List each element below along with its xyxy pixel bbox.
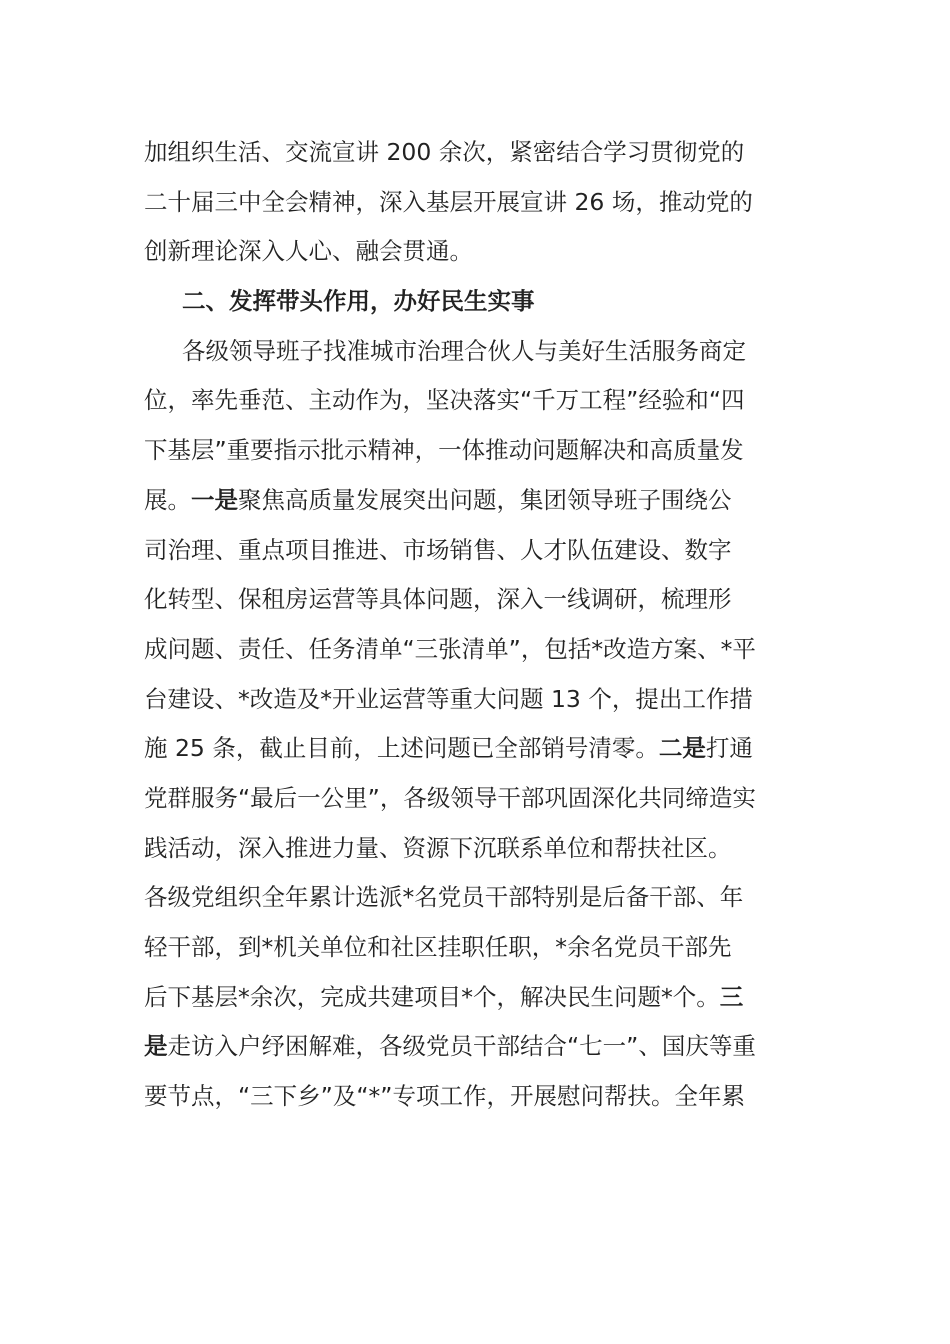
bold-marker: 二是: [658, 734, 706, 763]
heading-text: 二、发挥带头作用，办好民生实事: [182, 287, 535, 316]
text-run: 聚焦高质量发展突出问题，集团领导班子围绕公: [238, 485, 732, 514]
body-line: [144, 774, 806, 824]
section-heading: [144, 277, 806, 327]
body-line: [144, 1022, 806, 1072]
body-line: [144, 973, 806, 1023]
body-line: [144, 327, 806, 377]
text-run: 后下基层*余次，完成共建项目*个，解决民生问题*个。: [144, 982, 720, 1011]
body-line: [144, 625, 806, 675]
body-line: [144, 128, 806, 178]
bold-marker: 一是: [191, 485, 238, 514]
text-run: 成问题、责任、任务清单“三张清单”，包括*改造方案、*平: [144, 634, 756, 663]
body-line: [144, 178, 806, 228]
body-line: [144, 824, 806, 874]
body-line: [144, 675, 806, 725]
body-line: [144, 526, 806, 576]
bold-marker: 是: [144, 1032, 168, 1061]
body-line: [144, 575, 806, 625]
body-line: [144, 873, 806, 923]
text-run: 创新理论深入人心、融会贯通。: [144, 237, 473, 266]
text-run: 各级领导班子找准城市治理合伙人与美好生活服务商定: [182, 336, 746, 365]
text-run: 展。: [144, 485, 191, 514]
text-run: 二十届三中全会精神，深入基层开展宣讲 26 场，推动党的: [144, 187, 753, 216]
text-run: 践活动，深入推进力量、资源下沉联系单位和帮扶社区。: [144, 833, 732, 862]
body-line: [144, 426, 806, 476]
body-line: [144, 376, 806, 426]
text-run: 走访入户纾困解难，各级党员干部结合“七一”、国庆等重: [167, 1032, 756, 1061]
text-run: 党群服务“最后一公里”，各级领导干部巩固深化共同缔造实: [144, 783, 756, 812]
document-body: [144, 128, 806, 1122]
text-run: 施 25 条，截止目前，上述问题已全部销号清零。: [144, 734, 659, 763]
text-run: 加组织生活、交流宣讲 200 余次，紧密结合学习贯彻党的: [144, 138, 745, 166]
text-run: 打通: [705, 734, 753, 763]
body-line: [144, 227, 806, 277]
text-run: 台建设、*改造及*开业运营等重大问题 13 个，提出工作措: [144, 684, 753, 713]
text-run: 司治理、重点项目推进、市场销售、人才队伍建设、数字: [144, 535, 732, 564]
body-line: [144, 923, 806, 973]
bold-marker: 三: [719, 982, 744, 1011]
text-run: 位，率先垂范、主动作为，坚决落实“千万工程”经验和“四: [144, 386, 745, 415]
text-run: 轻干部，到*机关单位和社区挂职任职，*余名党员干部先: [144, 933, 732, 961]
body-line: [144, 724, 806, 774]
text-run: 化转型、保租房运营等具体问题，深入一线调研，梳理形: [144, 585, 732, 614]
text-run: 下基层”重要指示批示精神，一体推动问题解决和高质量发: [144, 436, 744, 465]
text-run: 要节点，“三下乡”及“*”专项工作，开展慰问帮扶。全年累: [144, 1082, 745, 1111]
text-run: 各级党组织全年累计选派*名党员干部特别是后备干部、年: [144, 883, 744, 912]
body-line: [144, 1072, 806, 1122]
body-line: [144, 476, 806, 526]
